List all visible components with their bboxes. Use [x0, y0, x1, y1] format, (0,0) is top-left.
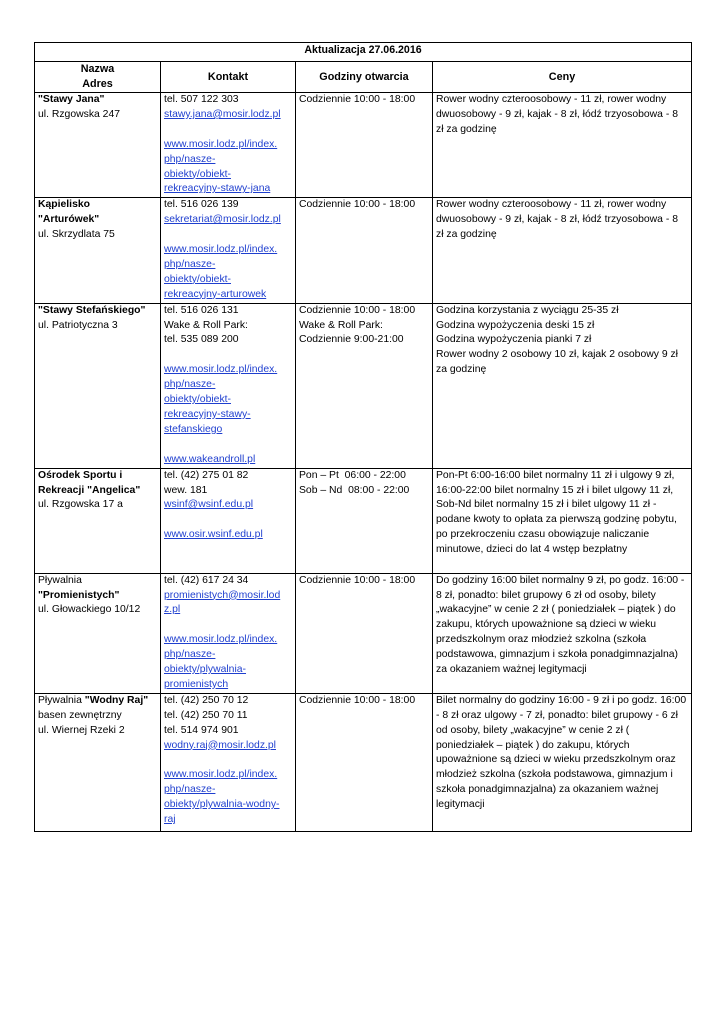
hours-line: Codziennie 10:00 - 18:00 [299, 94, 416, 105]
header-contact: Kontakt [161, 62, 296, 93]
prices-text: Rower wodny czteroosobowy - 11 zł, rower wodny dwuosobowy - 9 zł, kajak - 8 zł, łódź trzyosobowa - 8 zł za godzinę [436, 94, 678, 135]
hours-line: Codziennie 10:00 - 18:00 [299, 694, 416, 706]
phone: tel. (42) 250 70 12 [164, 694, 249, 706]
website-link[interactable]: obiekty/obiekt- [164, 168, 231, 180]
contact-cell [161, 303, 296, 468]
spacer [164, 618, 292, 633]
table-row [35, 303, 692, 468]
prices-text: Do godziny 16:00 bilet normalny 9 zł, po godz. 16:00 - 8 zł, ponadto: bilet grupowy 6 zł od osoby, bilety „wakacyjne” w cenie 2 zł ( poniedziałek – piątek ) do zakupu, których upoważnione są dzieci w wieku przedszkolnym oraz młodzież szkolna (szkoła podstawowa, gimnazjum i szkoła ponadgimnazjalna) za okazaniem ważnej legitymacji [436, 574, 685, 676]
spacer [164, 123, 292, 138]
header-name-address [35, 62, 161, 93]
hours-line: Codziennie 10:00 - 18:00 [299, 574, 416, 586]
table-row [35, 93, 692, 198]
header-prices: Ceny [433, 62, 692, 93]
website-link[interactable]: www.wakeandroll.pl [164, 453, 256, 465]
phone: tel. 516 026 131 [164, 304, 239, 316]
website-link[interactable]: php/nasze- [164, 649, 216, 661]
facility-description: basen zewnętrzny [38, 709, 122, 721]
header-hours: Godziny otwarcia [296, 62, 433, 93]
prices-cell [433, 93, 692, 198]
website-link[interactable]: obiekty/obiekt- [164, 273, 231, 285]
facilities-table [34, 42, 692, 832]
contact-cell [161, 573, 296, 693]
prices-cell [433, 303, 692, 468]
facility-name: "Arturówek" [38, 214, 100, 226]
email-link[interactable]: wsinf@wsinf.edu.pl [164, 499, 254, 511]
facility-address: ul. Rzgowska 17 a [38, 499, 123, 511]
website-link[interactable]: raj [164, 814, 176, 826]
hours-cell [296, 693, 433, 831]
facility-name-line [38, 694, 157, 709]
email-link[interactable]: wodny.raj@mosir.lodz.pl [164, 739, 276, 751]
contact-cell [161, 468, 296, 573]
phone: tel. 514 974 901 [164, 724, 239, 736]
header-row [35, 62, 692, 93]
website-link[interactable]: php/nasze- [164, 258, 216, 270]
phone: tel. 516 026 139 [164, 199, 239, 211]
prices-text: Bilet normalny do godziny 16:00 - 9 zł i po godz. 16:00 - 8 zł oraz ulgowy - 7 zł, ponadto: bilet grupowy - 6 zł od osoby, bilety „wakacyjne” w cenie 2 zł ( poniedziałek – piątek ) do zakupu, których upoważnione są dzieci w wieku przedszkolnym oraz młodzież szkolna (szkoła podstawowa, gimnazjum i szkoła ponadgimnazjalna) za okazaniem ważnej legitymacji [436, 694, 687, 811]
email-link[interactable]: sekretariat@mosir.lodz.pl [164, 214, 281, 226]
website-link[interactable]: obiekty/plywalnia- [164, 664, 247, 676]
prices-line: Rower wodny 2 osobowy 10 zł, kajak 2 osobowy 9 zł za godzinę [436, 349, 678, 376]
hours-line: Codziennie 10:00 - 18:00 [299, 199, 416, 211]
prices-cell [433, 468, 692, 573]
phone: tel. 507 122 303 [164, 94, 239, 105]
name-cell [35, 198, 161, 303]
website-link[interactable]: www.mosir.lodz.pl/index. [164, 244, 278, 256]
prices-cell [433, 198, 692, 303]
email-link[interactable]: stawy.jana@mosir.lodz.pl [164, 108, 281, 120]
facility-type: Pływalnia [38, 694, 82, 706]
contact-cell [161, 693, 296, 831]
facility-name: "Stawy Stefańskiego" [38, 304, 146, 316]
website-link[interactable]: obiekty/obiekt- [164, 394, 231, 406]
website-link[interactable]: rekreacyjny-stawy- [164, 408, 251, 420]
facility-address: ul. Głowackiego 10/12 [38, 604, 141, 616]
website-link[interactable]: www.mosir.lodz.pl/index. [164, 769, 278, 781]
spacer [164, 513, 292, 528]
website-link[interactable]: php/nasze- [164, 379, 216, 391]
phone: tel. 535 089 200 [164, 334, 239, 346]
website-link[interactable]: stefanskiego [164, 423, 223, 435]
prices-line: Godzina wypożyczenia deski 15 zł [436, 319, 595, 331]
facility-address: ul. Wiernej Rzeki 2 [38, 724, 125, 736]
hours-line: Pon – Pt 06:00 - 22:00 [299, 469, 406, 481]
email-link[interactable]: z.pl [164, 604, 181, 616]
hours-cell [296, 198, 433, 303]
hours-cell [296, 573, 433, 693]
contact-cell [161, 93, 296, 198]
prices-cell [433, 693, 692, 831]
prices-cell [433, 573, 692, 693]
hours-line: Codziennie 10:00 - 18:00 [299, 304, 416, 316]
hours-line: Wake & Roll Park: [299, 319, 383, 331]
hours-cell [296, 303, 433, 468]
website-link[interactable]: www.mosir.lodz.pl/index. [164, 364, 278, 376]
facility-name: "Stawy Jana" [38, 94, 105, 105]
prices-line: Godzina wypożyczenia pianki 7 zł [436, 334, 592, 346]
hours-line: Sob – Nd 08:00 - 22:00 [299, 484, 410, 496]
header-name: Nazwa [80, 63, 115, 75]
spacer [164, 753, 292, 768]
table-row [35, 693, 692, 831]
hours-cell [296, 468, 433, 573]
phone-ext: wew. 181 [164, 484, 208, 496]
name-cell [35, 693, 161, 831]
website-link[interactable]: php/nasze- [164, 784, 216, 796]
table-row [35, 468, 692, 573]
header-address: Adres [82, 78, 113, 90]
table-title: Aktualizacja 27.06.2016 [35, 43, 692, 62]
table-row [35, 198, 692, 303]
facility-address: ul. Rzgowska 247 [38, 108, 121, 120]
facility-type: Pływalnia [38, 574, 82, 586]
website-link[interactable]: php/nasze- [164, 153, 216, 165]
hours-cell [296, 93, 433, 198]
facility-name: Ośrodek Sportu i [38, 469, 123, 481]
prices-line: Godzina korzystania z wyciągu 25-35 zł [436, 304, 619, 316]
phone: tel. (42) 275 01 82 [164, 469, 249, 481]
website-link[interactable]: www.mosir.lodz.pl/index. [164, 634, 278, 646]
phone: tel. (42) 250 70 11 [164, 709, 248, 721]
facility-name: "Wodny Raj" [84, 694, 149, 706]
table-row [35, 573, 692, 693]
website-link[interactable]: rekreacyjny-arturowek [164, 288, 267, 300]
contact-cell [161, 198, 296, 303]
contact-label: Wake & Roll Park: [164, 319, 248, 331]
prices-text: Rower wodny czteroosobowy - 11 zł, rower wodny dwuosobowy - 9 zł, kajak - 8 zł, łódź trzyosobowa - 8 zł za godzinę [436, 199, 678, 241]
website-link[interactable]: promienistych [164, 678, 229, 690]
facility-name: "Promienistych" [38, 589, 120, 601]
facility-address: ul. Patriotyczna 3 [38, 319, 118, 331]
name-cell [35, 93, 161, 198]
name-cell [35, 468, 161, 573]
facility-name: Rekreacji "Angelica" [38, 484, 141, 496]
spacer [164, 438, 292, 453]
website-link[interactable]: www.osir.wsinf.edu.pl [164, 529, 263, 541]
name-cell [35, 303, 161, 468]
spacer [164, 228, 292, 243]
website-link[interactable]: rekreacyjny-stawy-jana [164, 183, 271, 195]
spacer [164, 348, 292, 363]
facility-address: ul. Skrzydlata 75 [38, 229, 115, 241]
email-link[interactable]: promienistych@mosir.lod [164, 589, 281, 601]
hours-line: Codziennie 9:00-21:00 [299, 334, 404, 346]
prices-text: Pon-Pt 6:00-16:00 bilet normalny 11 zł i ulgowy 9 zł, 16:00-22:00 bilet normalny 15 zł i bilet ulgowy 11 zł, Sob-Nd bilet normalny 15 zł i bilet ulgowy 11 zł - podane kwoty to opłata za pierwszą godzinę pobytu, po przekroczeniu czasu obowiązuje naliczanie minutowe, dzieci do lat 4 wstęp bezpłatny [436, 469, 677, 556]
name-cell [35, 573, 161, 693]
website-link[interactable]: obiekty/plywalnia-wodny- [164, 799, 280, 811]
facility-name: Kąpielisko [38, 199, 90, 211]
website-link[interactable]: www.mosir.lodz.pl/index. [164, 138, 278, 150]
phone: tel. (42) 617 24 34 [164, 574, 249, 586]
